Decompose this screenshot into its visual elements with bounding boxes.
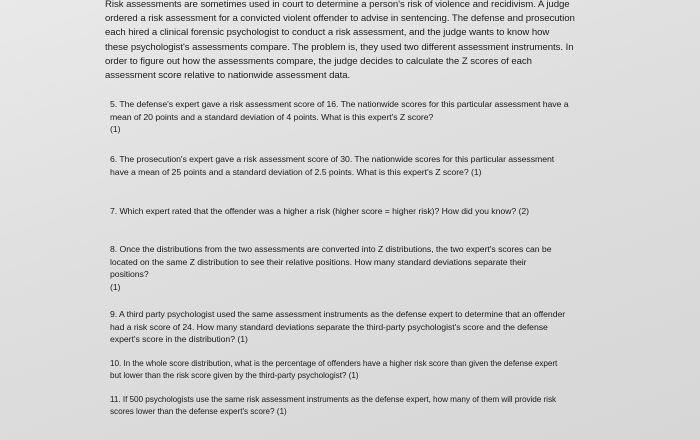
question-5-points: (1) <box>110 124 121 135</box>
question-9 <box>110 308 572 346</box>
question-10-text: 10. In the whole score distribution, what is the percentage of offenders have a higher risk score than given the defense expert but lower than the risk score given by the third-party psychologist? <box>110 359 558 380</box>
question-8-points: (1) <box>110 281 121 292</box>
question-6 <box>110 153 572 178</box>
question-9-text: 9. A third party psychologist used the same assessment instruments as the defense expert to determine that an offender had a risk score of 24. How many standard deviations separate the third-party psychologist's score and the defense expert's score in the distribution? <box>110 309 566 345</box>
question-6-points: (1) <box>471 166 482 177</box>
intro-paragraph: Risk assessments are sometimes used in court to determine a person's risk of violence and recidivism. A judge ordered a risk assessment for a convicted violent offender to advise in sentencing. The defense and prosecution each hired a clinical forensic psychologist to conduct a risk assessment, and the judge wants to know how these psychologist's assessments compare. The problem is, they used two different assessment instruments. In order to figure out how the assessments compare, the judge decides to calculate the Z scores of each assessment score relative to nationwide assessment data. <box>105 0 575 82</box>
question-5 <box>110 98 580 136</box>
question-8 <box>110 243 562 293</box>
question-8-text: 8. Once the distributions from the two assessments are converted into Z distributions, the two expert's scores can be located on the same Z distribution to see their relative positions. How many standard deviations separate their positions? <box>110 244 552 280</box>
question-5-text: 5. The defense's expert gave a risk assessment score of 16. The nationwide scores for this particular assessment have a mean of 20 points and a standard deviation of 4 points. What is this expert's Z score? <box>110 99 569 122</box>
question-6-text: 6. The prosecution's expert gave a risk assessment score of 30. The nationwide scores for this particular assessment have a mean of 25 points and a standard deviation of 2.5 points. What is this expert's Z score? <box>110 154 555 177</box>
question-9-points: (1) <box>237 334 248 345</box>
question-11-points: (1) <box>276 406 287 416</box>
question-7 <box>110 205 560 218</box>
question-11 <box>110 394 558 417</box>
question-10 <box>110 358 558 381</box>
question-7-text: 7. Which expert rated that the offender was a higher a risk (higher score = higher risk)? How did you know? <box>110 206 517 216</box>
question-11-text: 11. If 500 psychologists use the same risk assessment instruments as the defense expert, how many of them will provide risk scores lower than the defense expert's score? <box>110 395 557 416</box>
question-10-points: (1) <box>348 370 359 380</box>
question-7-points: (2) <box>518 206 529 216</box>
